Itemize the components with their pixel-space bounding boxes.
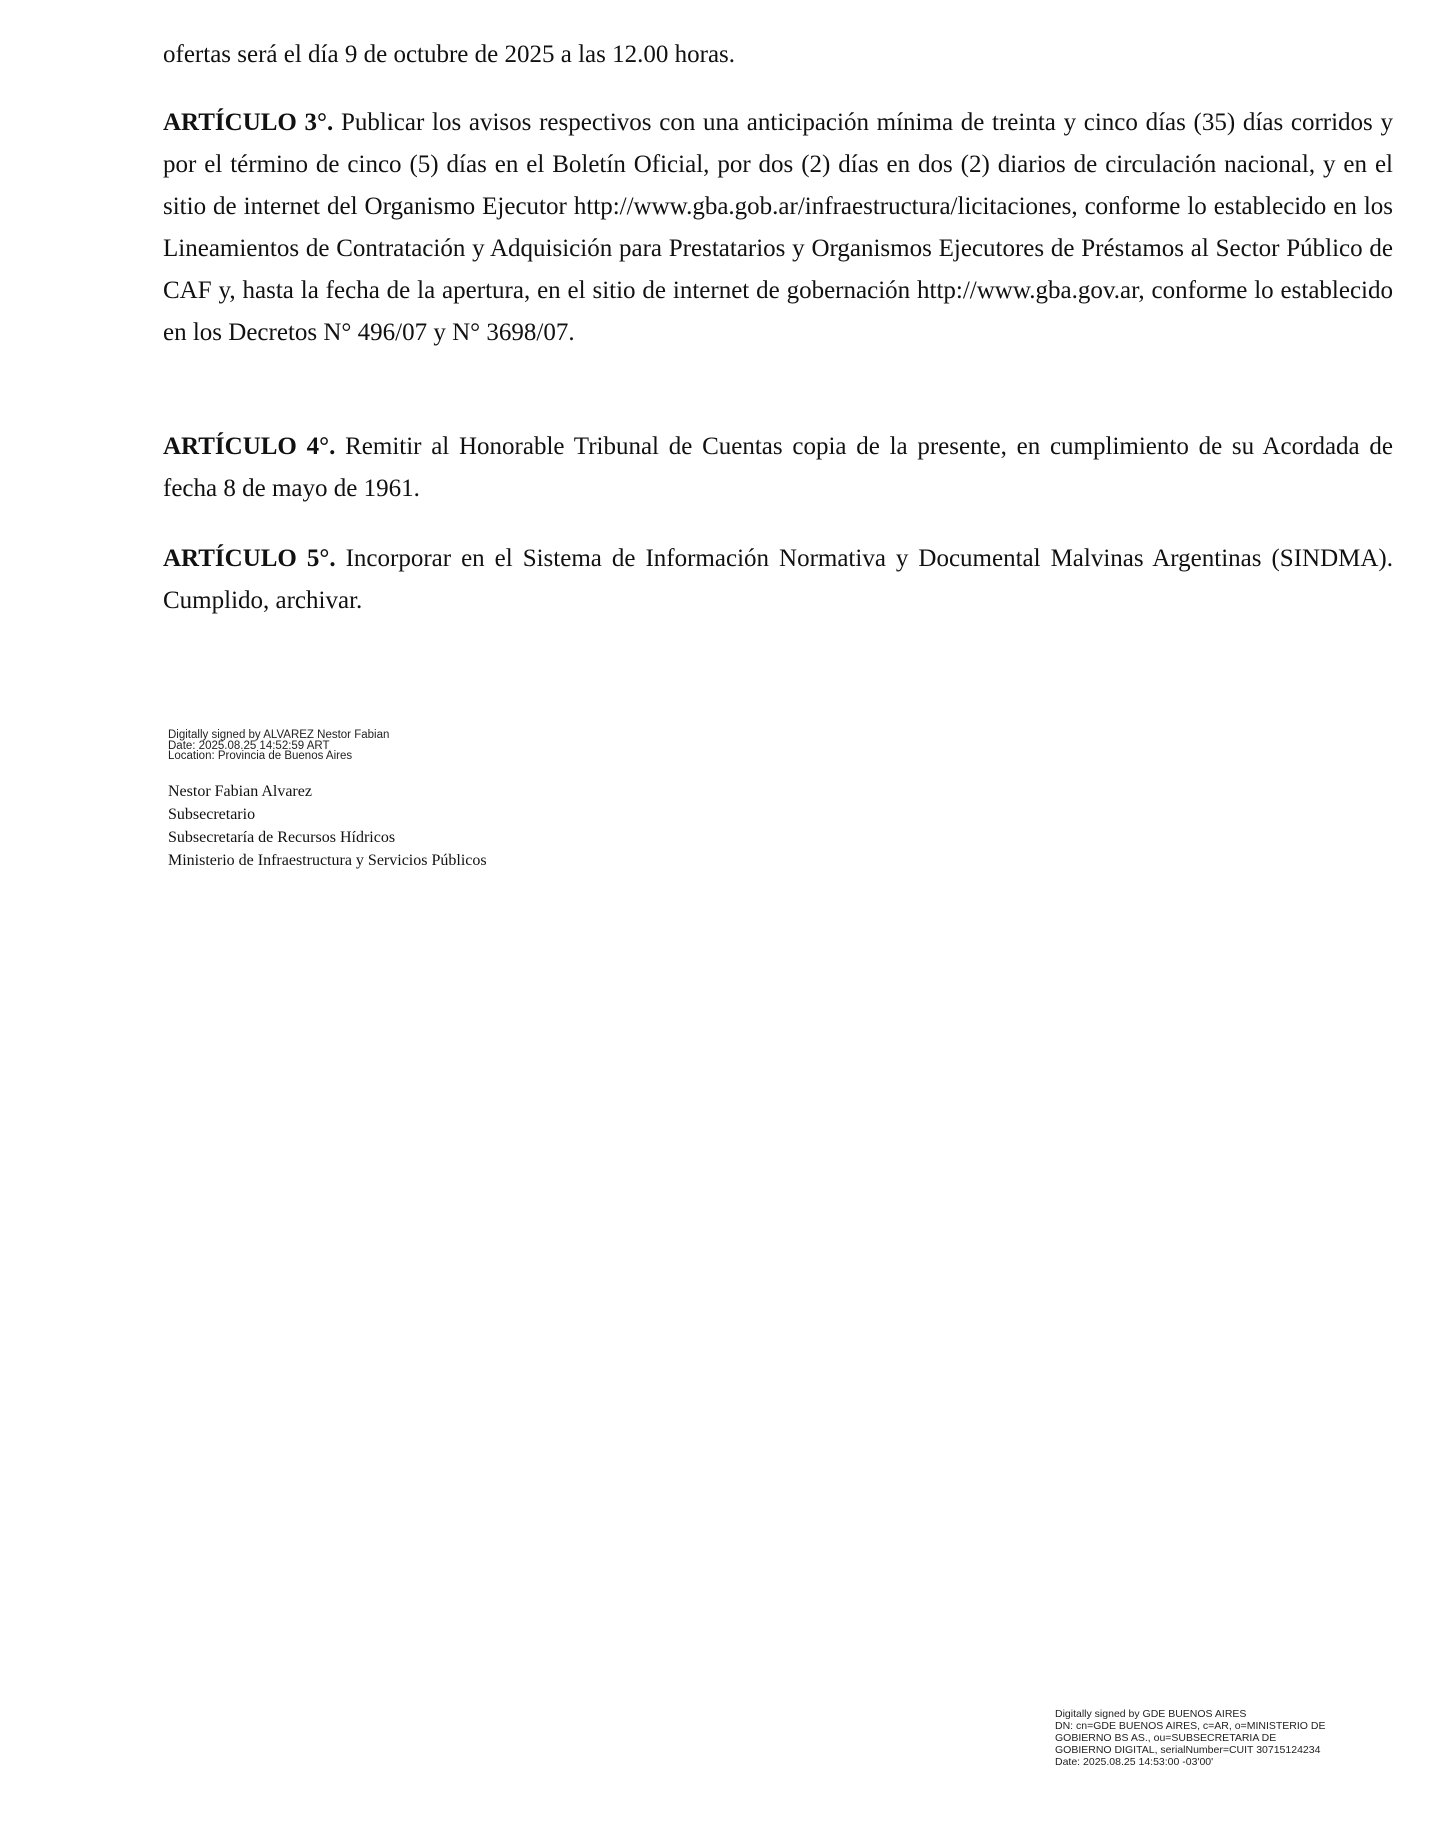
digital-signature-stamp (168, 730, 389, 762)
article-4-text: Remitir al Honorable Tribunal de Cuentas copia de la presente, en cumplimiento de su Acordada de fecha 8 de mayo de 1961. (163, 433, 1393, 502)
gde-stamp-date: Date: 2025.08.25 14:53:00 -03'00' (1055, 1756, 1214, 1768)
intro-text: ofertas será el día 9 de octubre de 2025 a las 12.00 horas. (163, 41, 736, 68)
article-3-text: Publicar los avisos respectivos con una anticipación mínima de treinta y cinco días (35) días corridos y por el término de cinco (5) días en el Boletín Oficial, por dos (2) días en dos (2) diarios de circulación nacional, y en el sitio de internet del Organismo Ejecutor http://www.gba.gob.ar/infraestructura/licitaciones, conforme lo establecido en los Lineamientos de Contratación y Adquisición para Prestatarios y Organismos Ejecutores de Préstamos al Sector Público de CAF y, hasta la fecha de la apertura, en el sitio de internet de gobernación http://www.gba.gov.ar, conforme lo establecido en los Decretos N° 496/07 y N° 3698/07. (163, 109, 1393, 346)
signature-stamp-location: Location: Provincia de Buenos Aires (168, 750, 353, 762)
gde-stamp-line: GOBIERNO DIGITAL, serialNumber=CUIT 30715124234 (1055, 1744, 1321, 1756)
gde-signature-stamp (1055, 1708, 1325, 1768)
article-3-label: ARTÍCULO 3°. (163, 109, 334, 136)
article-5-text: Incorporar en el Sistema de Información Normativa y Documental Malvinas Argentinas (SINDMA). Cumplido, archivar. (163, 545, 1393, 614)
gde-stamp-line: GOBIERNO BS AS., ou=SUBSECRETARIA DE (1055, 1732, 1277, 1744)
gde-stamp-line: Digitally signed by GDE BUENOS AIRES (1055, 1708, 1247, 1720)
signer-title: Subsecretario (168, 806, 256, 823)
signature-stamp-line: Digitally signed by ALVAREZ Nestor Fabian (168, 729, 390, 741)
article-4-paragraph (163, 426, 1393, 510)
signer-ministry: Ministerio de Infraestructura y Servicios Públicos (168, 852, 487, 869)
article-4-label: ARTÍCULO 4°. (163, 433, 336, 460)
article-5-paragraph (163, 538, 1393, 622)
signer-block (168, 780, 487, 872)
intro-paragraph (163, 34, 1393, 76)
article-3-paragraph (163, 102, 1393, 354)
gde-stamp-line: DN: cn=GDE BUENOS AIRES, c=AR, o=MINISTERIO DE (1055, 1720, 1326, 1732)
signer-office: Subsecretaría de Recursos Hídricos (168, 829, 396, 846)
article-5-label: ARTÍCULO 5°. (163, 545, 336, 572)
signature-stamp-date: Date: 2025.08.25 14:52:59 ART (168, 739, 330, 752)
signer-name: Nestor Fabian Alvarez (168, 783, 312, 800)
